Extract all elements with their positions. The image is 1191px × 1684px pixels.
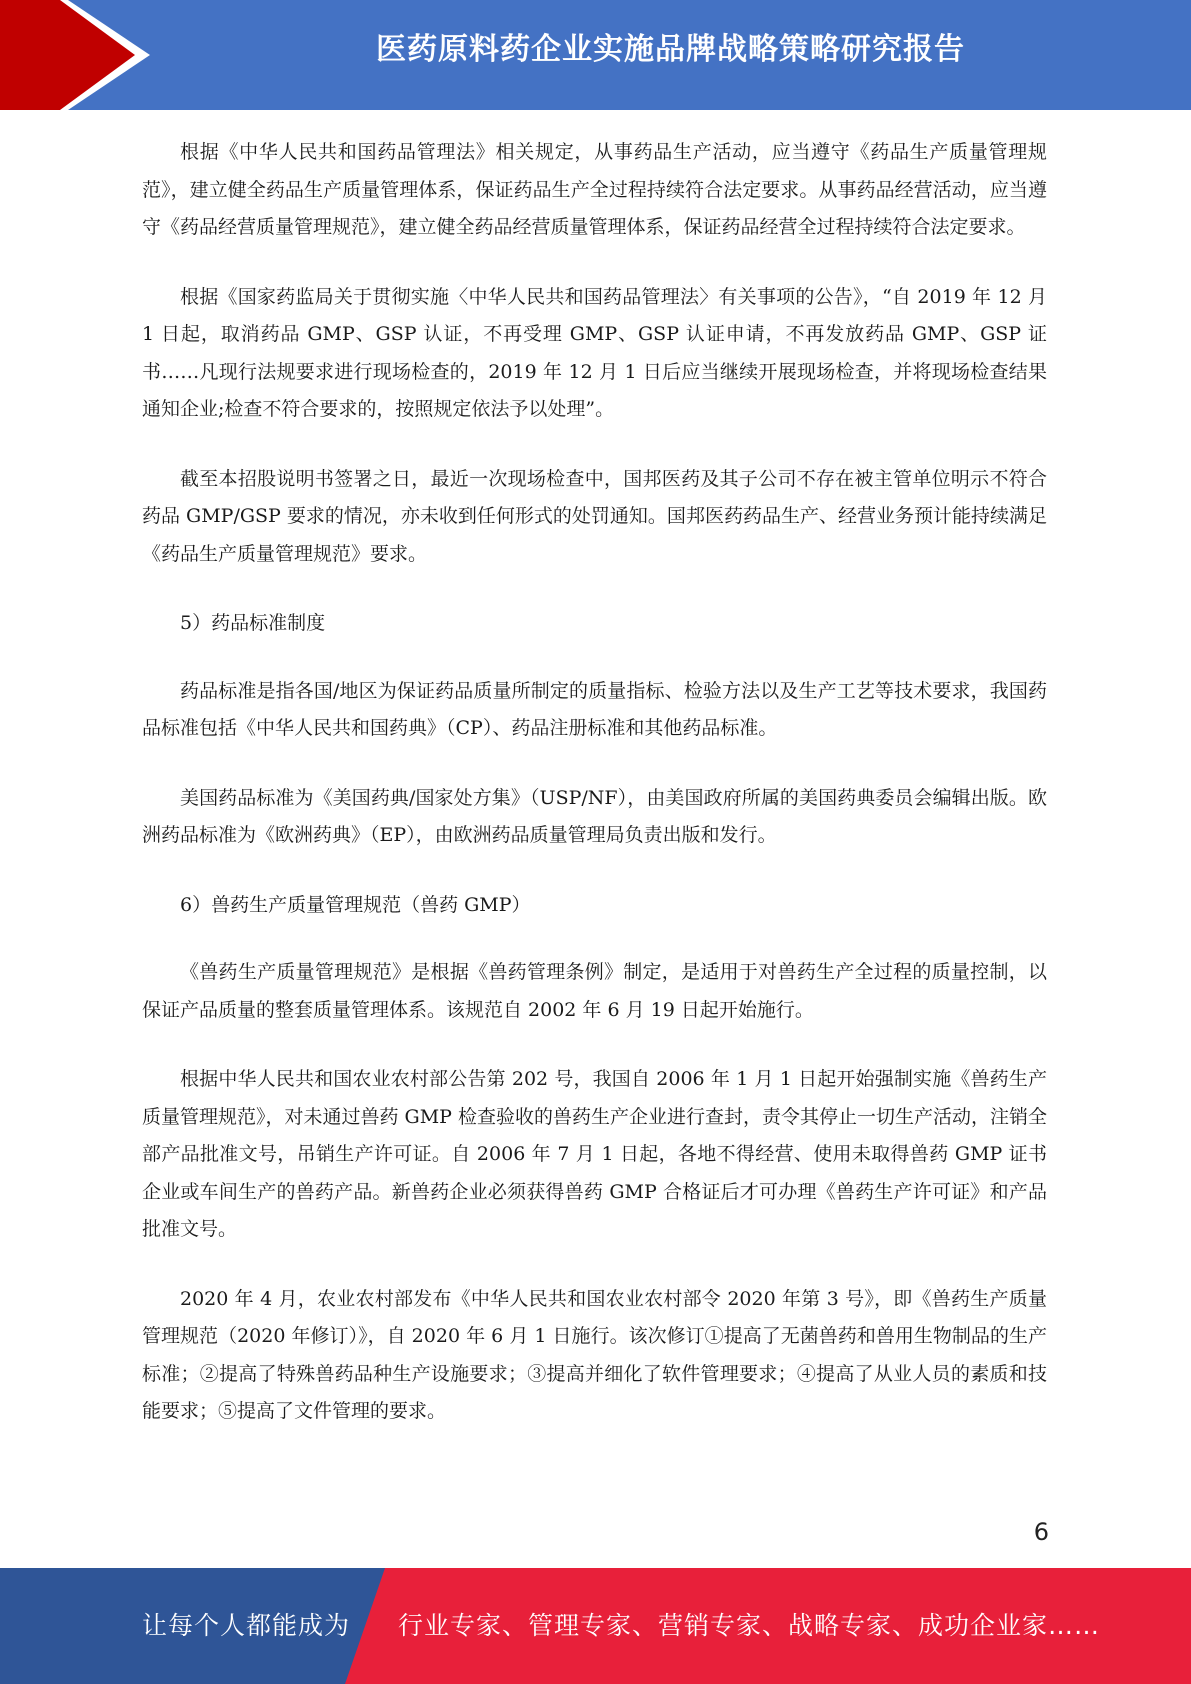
document-body bbox=[142, 134, 1047, 1463]
paragraph: 《兽药生产质量管理规范》是根据《兽药管理条例》制定，是适用于对兽药生产全过程的质量控制，以保证产品质量的整套质量管理体系。该规范自 2002 年 6 月 19 日起开始施行。 bbox=[142, 961, 1047, 1021]
page-header bbox=[0, 0, 1191, 110]
paragraph: 根据《中华人民共和国药品管理法》相关规定，从事药品生产活动，应当遵守《药品生产质量管理规范》，建立健全药品生产质量管理体系，保证药品生产全过程持续符合法定要求。从事药品经营活动，应当遵守《药品经营质量管理规范》，建立健全药品经营质量管理体系，保证药品经营全过程持续符合法定要求。 bbox=[142, 141, 1047, 238]
report-title: 医药原料药企业实施品牌战略策略研究报告 bbox=[376, 32, 965, 67]
red-chevron-icon bbox=[0, 0, 160, 110]
paragraph: 根据中华人民共和国农业农村部公告第 202 号，我国自 2006 年 1 月 1 日起开始强制实施《兽药生产质量管理规范》，对未通过兽药 GMP 检查验收的兽药生产企业进行查封，责令其停止一切生产活动，注销全部产品批准文号，吊销生产许可证。自 2006 年 7 月 1 日起，各地不得经营、使用未取得兽药 GMP 证书企业或车间生产的兽药产品。新兽药企业必须获得兽药 GMP 合格证后才可办理《兽药生产许可证》和产品批准文号。 bbox=[142, 1068, 1047, 1240]
paragraph: 药品标准是指各国/地区为保证药品质量所制定的质量指标、检验方法以及生产工艺等技术要求，我国药品标准包括《中华人民共和国药典》（CP）、药品注册标准和其他药品标准。 bbox=[142, 679, 1047, 739]
paragraph: 美国药品标准为《美国药典/国家处方集》（USP/NF），由美国政府所属的美国药典委员会编辑出版。欧洲药品标准为《欧洲药典》（EP），由欧洲药品质量管理局负责出版和发行。 bbox=[142, 786, 1047, 846]
paragraph: 截至本招股说明书签署之日，最近一次现场检查中，国邦医药及其子公司不存在被主管单位明示不符合药品 GMP/GSP 要求的情况，亦未收到任何形式的处罚通知。国邦医药药品生产、经营业务预计能持续满足《药品生产质量管理规范》要求。 bbox=[142, 467, 1047, 565]
section-heading: 6）兽药生产质量管理规范（兽药 GMP） bbox=[180, 893, 531, 916]
section-heading: 5）药品标准制度 bbox=[180, 612, 326, 634]
page-footer bbox=[0, 1568, 1191, 1684]
paragraph: 2020 年 4 月，农业农村部发布《中华人民共和国农业农村部令 2020 年第 3 号》，即《兽药生产质量管理规范（2020 年修订）》，自 2020 年 6 月 1 日施行。该次修订①提高了无菌兽药和兽用生物制品的生产标准；②提高了特殊兽药品种生产设施要求；③提高并细化了软件管理要求；④提高了从业人员的素质和技能要求；⑤提高了文件管理的要求。 bbox=[142, 1287, 1047, 1422]
footer-slogan-left: 让每个人都能成为 bbox=[142, 1611, 351, 1640]
paragraph: 根据《国家药监局关于贯彻实施〈中华人民共和国药品管理法〉有关事项的公告》，“自 2019 年 12 月 1 日起，取消药品 GMP、GSP 认证，不再受理 GMP、GSP 认证申请，不再发放药品 GMP、GSP 证书……凡现行法规要求进行现场检查的，2019 年 12 月 1 日后应当继续开展现场检查，并将现场检查结果通知企业;检查不符合要求的，按照规定依法予以处理”。 bbox=[142, 285, 1047, 420]
page-number: 6 bbox=[1033, 1518, 1049, 1546]
footer-slogan-right: 行业专家、管理专家、营销专家、战略专家、成功企业家…… bbox=[398, 1611, 1101, 1640]
